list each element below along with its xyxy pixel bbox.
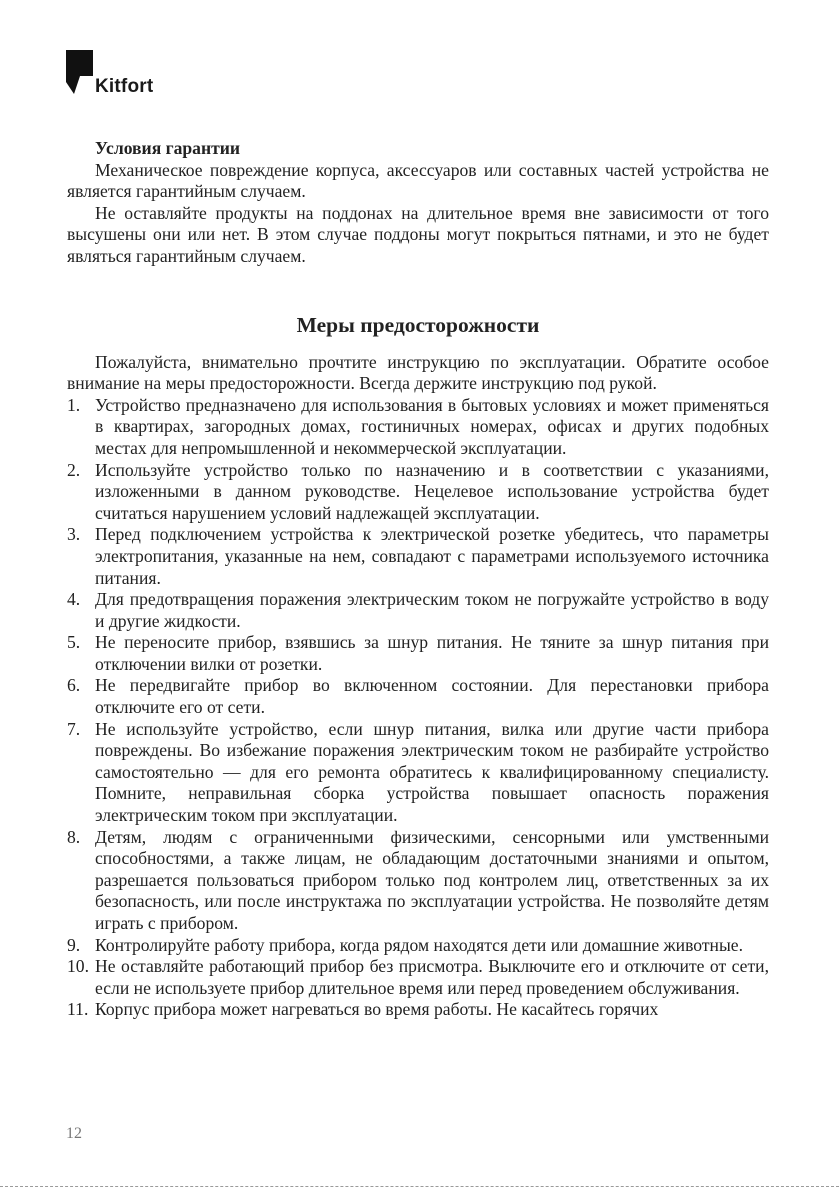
list-item-number: 11. [67, 999, 89, 1020]
list-item-text: Не используйте устройство, если шнур питания, вилка или другие части прибора повреждены. Во избежание поражения электрическим током не разбирайте устройство самостоятельно — для его ремонта обратитесь к квалифицированному специалисту. Помните, неправильная сборка устройства повышает опасность поражения электрическим током при эксплуатации. [95, 718, 769, 826]
page-content [67, 138, 769, 1021]
kitfort-logo [66, 50, 186, 96]
list-item-number: 5. [67, 632, 81, 653]
list-item-text: Используйте устройство только по назначению и в соответствии с указаниями, изложенными в данном руководстве. Нецелевое использование устройства будет считаться нарушением условий надлежащей эксплуатации. [95, 459, 769, 523]
warranty-paragraph: Механическое повреждение корпуса, аксессуаров или составных частей устройства не является гарантийным случаем. [67, 159, 769, 202]
warranty-section [67, 138, 769, 268]
list-item [67, 589, 769, 632]
page-bottom-divider [0, 1186, 839, 1188]
list-item-text: Для предотвращения поражения электрическим током не погружайте устройство в воду и другие жидкости. [95, 589, 769, 631]
precautions-intro: Пожалуйста, внимательно прочтите инструкцию по эксплуатации. Обратите особое внимание на меры предосторожности. Всегда держите инструкцию под рукой. [67, 351, 769, 394]
warranty-heading: Условия гарантии [95, 138, 241, 158]
list-item-number: 6. [67, 675, 81, 696]
list-item [67, 999, 769, 1021]
list-item-number: 2. [67, 459, 81, 480]
list-item-text: Не передвигайте прибор во включенном состоянии. Для перестановки прибора отключите его от сети. [95, 675, 769, 718]
list-item-text: Не оставляйте работающий прибор без присмотра. Выключите его и отключите от сети, если не используете прибор длительное время или перед проведением обслуживания. [95, 956, 769, 998]
list-item [67, 460, 769, 525]
list-item [67, 956, 769, 999]
list-item-text: Устройство предназначено для использования в бытовых условиях и может применяться в квартирах, загородных домах, гостиничных номерах, офисах и других подобных местах для непромышленной и некоммерческой эксплуатации. [95, 394, 769, 458]
list-item-number: 4. [67, 589, 81, 610]
list-item-text: Не переносите прибор, взявшись за шнур питания. Не тяните за шнур питания при отключении вилки от розетки. [95, 632, 769, 674]
precautions-title: Меры предосторожности [296, 312, 540, 337]
list-item [67, 935, 769, 957]
list-item [67, 719, 769, 827]
list-item [67, 524, 769, 589]
list-item-number: 7. [67, 718, 81, 739]
list-item-number: 3. [67, 524, 81, 545]
list-item-text: Детям, людям с ограниченными физическими, сенсорными или умственными способностями, а также лицам, не обладающим достаточными знаниями и опытом, разрешается пользоваться прибором только под контролем лиц, ответственных за их безопасность, или после инструктажа по эксплуатации устройства. Не позволяйте детям играть с прибором. [95, 826, 769, 933]
list-item [67, 827, 769, 935]
list-item-number: 8. [67, 826, 81, 847]
list-item [67, 395, 769, 460]
list-item-text: Корпус прибора может нагреваться во время работы. Не касайтесь горячих [95, 999, 659, 1020]
list-item-number: 10. [67, 956, 89, 977]
warranty-paragraph: Не оставляйте продукты на поддонах на длительное время вне зависимости от того высушены они или нет. В этом случае поддоны могут покрыться пятнами, и это не будет являться гарантийным случаем. [67, 202, 769, 266]
kitfort-logo-mark-icon [66, 50, 94, 96]
list-item-text: Контролируйте работу прибора, когда рядом находятся дети или домашние животные. [95, 934, 743, 955]
list-item-number: 9. [67, 934, 81, 955]
list-item [67, 632, 769, 675]
precautions-list [67, 395, 769, 1021]
list-item [67, 675, 769, 718]
page-number: 12 [66, 1125, 82, 1142]
logo-brand-text: Kitfort [95, 76, 154, 97]
list-item-number: 1. [67, 394, 81, 415]
list-item-text: Перед подключением устройства к электрической розетке убедитесь, что параметры электропитания, указанные на нем, совпадают с параметрами используемого источника питания. [95, 524, 769, 588]
